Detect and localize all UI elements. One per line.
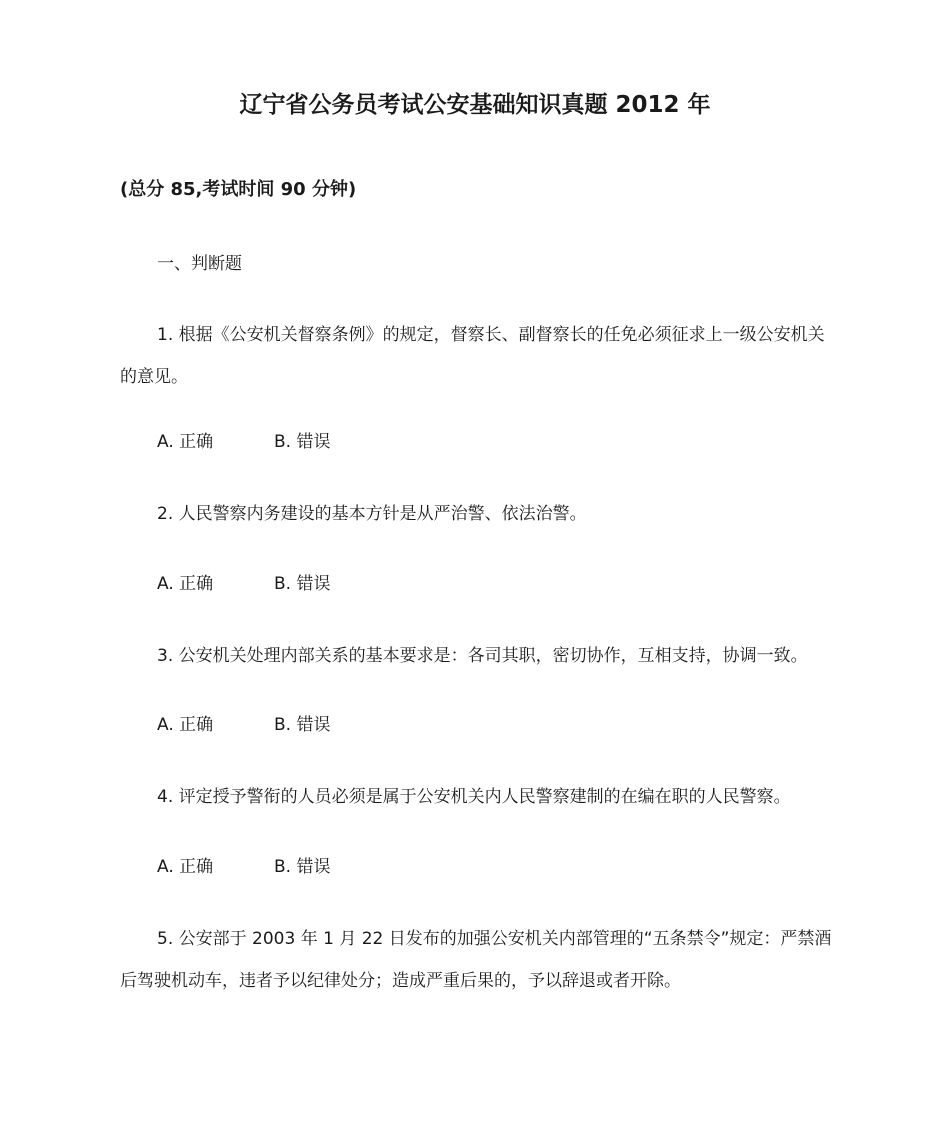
question-2-options — [157, 570, 330, 598]
question-1-options — [157, 428, 330, 456]
question-4-option-b[interactable]: B. 错误 — [274, 857, 331, 877]
question-5-text: 5. 公安部于 2003 年 1 月 22 日发布的加强公安机关内部管理的“五条禁令”规定：严禁酒后驾驶机动车，违者予以纪律处分；造成严重后果的，予以辞退或者开除。 — [120, 929, 832, 991]
question-3-options — [157, 711, 330, 739]
exam-info: (总分 85,考试时间 90 分钟) — [120, 179, 357, 200]
question-4-text: 4. 评定授予警衔的人员必须是属于公安机关内人民警察建制的在编在职的人民警察。 — [157, 787, 791, 807]
page-title: 辽宁省公务员考试公安基础知识真题 2012 年 — [239, 92, 711, 118]
question-3-option-a[interactable]: A. 正确 — [157, 715, 214, 735]
question-4-option-a[interactable]: A. 正确 — [157, 857, 214, 877]
question-2-option-b[interactable]: B. 错误 — [274, 574, 331, 594]
question-5 — [120, 918, 832, 1002]
question-3-option-b[interactable]: B. 错误 — [274, 715, 331, 735]
question-2-text: 2. 人民警察内务建设的基本方针是从严治警、依法治警。 — [157, 504, 587, 524]
section-heading — [120, 243, 832, 285]
section-heading-text: 一、判断题 — [157, 254, 242, 274]
question-3 — [120, 635, 832, 677]
question-4 — [120, 776, 832, 818]
question-1-option-b[interactable]: B. 错误 — [274, 432, 331, 452]
question-1-text: 1. 根据《公安机关督察条例》的规定，督察长、副督察长的任免必须征求上一级公安机关的意见。 — [120, 325, 825, 387]
question-4-options — [157, 853, 330, 881]
question-1-option-a[interactable]: A. 正确 — [157, 432, 214, 452]
question-2-option-a[interactable]: A. 正确 — [157, 574, 214, 594]
question-2 — [120, 493, 832, 535]
question-1 — [120, 314, 832, 398]
question-3-text: 3. 公安机关处理内部关系的基本要求是：各司其职，密切协作，互相支持，协调一致。 — [157, 646, 808, 666]
